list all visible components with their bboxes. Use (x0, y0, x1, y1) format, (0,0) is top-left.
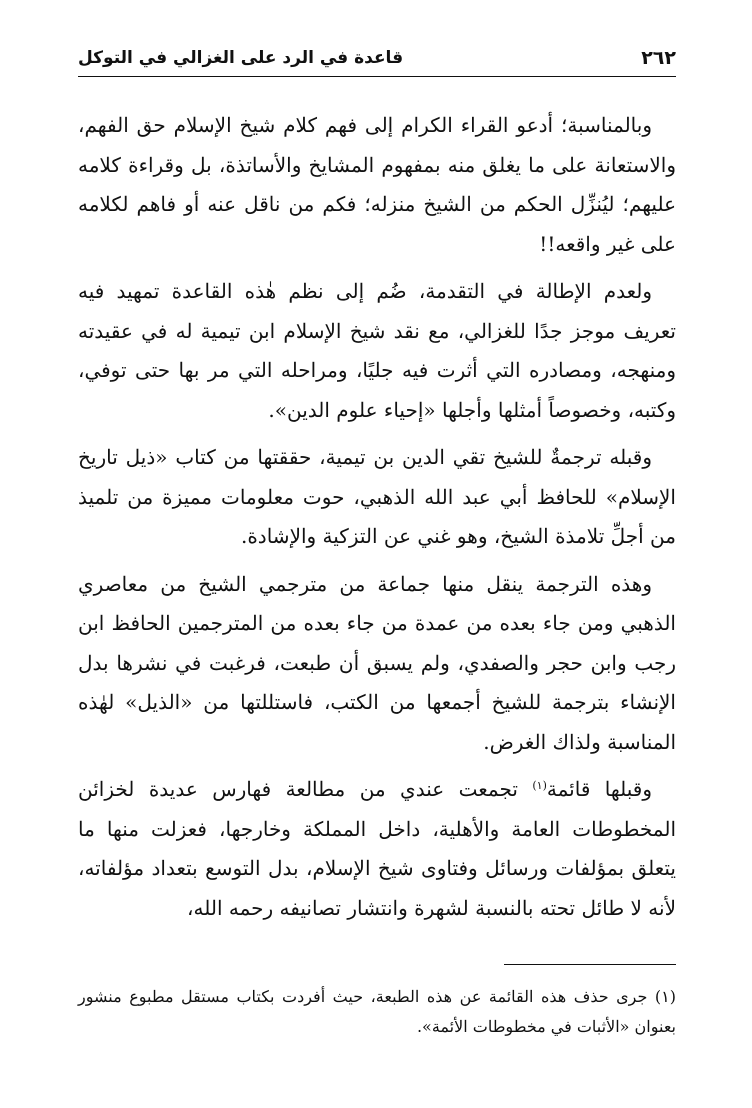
footnote-text: جرى حذف هذه القائمة عن هذه الطبعة، حيث أفردت بكتاب مستقل مطبوع منشور بعنوان «الأثبات في مخطوطات الأئمة». (78, 987, 676, 1036)
footnote (78, 982, 676, 1042)
main-text (78, 106, 676, 928)
footnote-marker[interactable]: (١) (532, 779, 547, 792)
paragraph-4: وهذه الترجمة ينقل منها جماعة من مترجمي الشيخ من معاصري الذهبي ومن جاء بعده من عمدة من جاء بعده من المترجمين الحافظ ابن رجب وابن حجر والصفدي، ولم يسبق أن طبعت، فرغبت في نشرها بدل الإنشاء بترجمة للشيخ أجمعها من الكتب، فاستللتها من «الذيل» لهٰذه المناسبة ولذاك الغرض. (78, 571, 676, 754)
paragraph-5-rest: تجمعت عندي من مطالعة فهارس عديدة لخزائن المخطوطات العامة والأهلية، داخل المملكة وخارجها، فعزلت منها ما يتعلق بمؤلفات ورسائل وفتاوى شيخ الإسلام، بدل التوسع بتعداد مؤلفاته، لأنه لا طائل تحته بالنسبة لشهرة وانتشار تصانيفه رحمه الله، (78, 777, 676, 920)
page-number: ٢٦٢ (641, 47, 676, 69)
paragraph-3: وقبله ترجمةٌ للشيخ تقي الدين بن تيمية، حققتها من كتاب «ذيل تاريخ الإسلام» للحافظ أبي عبد الله الذهبي، حوت معلومات مميزة من تلميذ من أجلِّ تلامذة الشيخ، وهو غني عن التزكية والإشادة. (78, 445, 676, 548)
footnote-number: (١) (654, 987, 676, 1006)
footnote-divider (504, 964, 676, 965)
paragraph-5 (78, 770, 676, 928)
paragraph-2: ولعدم الإطالة في التقدمة، ضُم إلى نظم هٰذه القاعدة تمهيد فيه تعريف موجز جدًا للغزالي، مع نقد شيخ الإسلام ابن تيمية له في عقيدته ومنهجه، ومصادره التي أثرت فيه جليًا، ومراحله التي مر بها حتى توفي، وكتبه، وخصوصاً أمثلها وأجلها «إحياء علوم الدين». (78, 279, 676, 422)
paragraph-1: وبالمناسبة؛ أدعو القراء الكرام إلى فهم كلام شيخ الإسلام حق الفهم، والاستعانة على ما يغلق منه بمفهوم المشايخ والأساتذة، بل وقراءة كلامه عليهم؛ ليُنزِّل الحكم من الشيخ منزله؛ فكم من ناقل عنه أو فاهم لكلامه على غير واقعه!! (78, 113, 676, 256)
running-title: قاعدة في الرد على الغزالي في التوكل (78, 48, 404, 68)
page-header (78, 40, 676, 77)
book-page (78, 0, 676, 1108)
paragraph-5-start: وقبلها قائمة (546, 777, 652, 801)
